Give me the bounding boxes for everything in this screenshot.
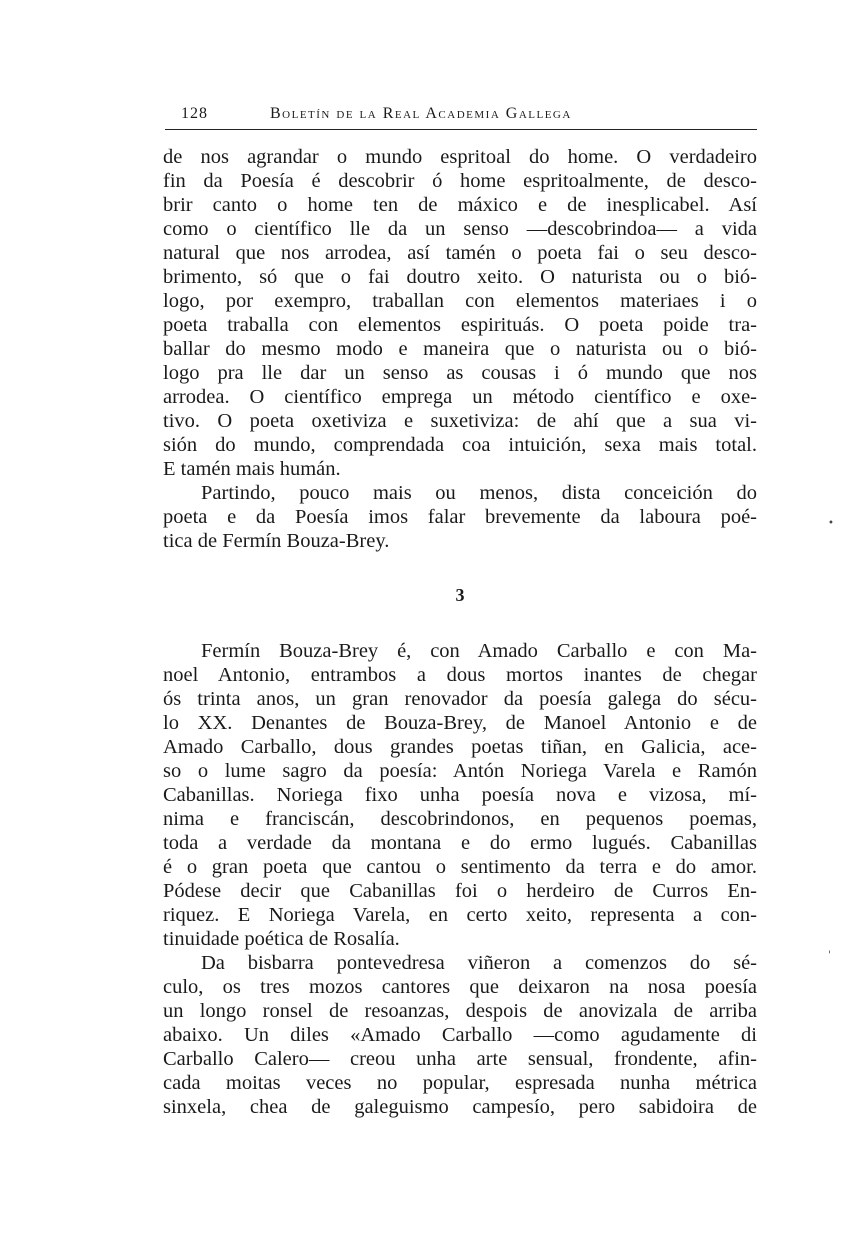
text-line: brimento, só que o fai doutro xeito. O naturista ou o bió- — [163, 266, 757, 288]
text-line: tivo. O poeta oxetiviza e suxetiviza: de ahí que a sua vi- — [163, 410, 757, 432]
paragraph-3 — [163, 639, 757, 951]
paragraph-1 — [163, 145, 757, 481]
text-line: culo, os tres mozos cantores que deixaron na nosa poesía — [163, 976, 757, 998]
text-line: Da bisbarra pontevedresa viñeron a comenzos do sé- — [201, 952, 757, 974]
text-line: Amado Carballo, dous grandes poetas tiñan, en Galicia, ace- — [163, 736, 757, 758]
text-line: ballar do mesmo modo e maneira que o naturista ou o bió- — [163, 338, 757, 360]
text-line: brir canto o home ten de máxico e de inesplicabel. Así — [163, 194, 757, 216]
text-line: cada moitas veces no popular, espresada nunha métrica — [163, 1072, 757, 1094]
journal-title: Boletín de la Real Academia Gallega — [270, 105, 572, 122]
section-number: 3 — [455, 585, 465, 605]
text-line: poeta e da Poesía imos falar brevemente da laboura poé- — [163, 506, 757, 528]
text-line: riquez. E Noriega Varela, en certo xeito, representa a con- — [163, 904, 757, 926]
text-line: so o lume sagro da poesía: Antón Noriega Varela e Ramón — [163, 760, 757, 782]
text-line: sinxela, chea de galeguismo campesío, pero sabidoira de — [163, 1096, 757, 1118]
margin-dot: ' — [828, 950, 831, 961]
text-line: E tamén mais humán. — [163, 458, 341, 480]
text-line: natural que nos arrodea, así tamén o poeta fai o seu desco- — [163, 242, 757, 264]
text-line: é o gran poeta que cantou o sentimento da terra e do amor. — [163, 856, 757, 878]
text-line: Carballo Calero— creou unha arte sensual, frondente, afin- — [163, 1048, 757, 1070]
text-line: ós trinta anos, un gran renovador da poesía galega do sécu- — [163, 688, 757, 710]
text-line: Fermín Bouza-Brey é, con Amado Carballo e con Ma- — [201, 640, 757, 662]
text-line: abaixo. Un diles «Amado Carballo —como agudamente di — [163, 1024, 757, 1046]
text-line: arrodea. O científico emprega un método científico e oxe- — [163, 386, 757, 408]
paragraph-4 — [163, 951, 757, 1119]
text-line: tica de Fermín Bouza-Brey. — [163, 530, 390, 552]
paragraph-2 — [163, 481, 757, 553]
text-line: Pódese decir que Cabanillas foi o herdeiro de Curros En- — [163, 880, 757, 902]
text-line: tinuidade poética de Rosalía. — [163, 928, 400, 950]
text-line: poeta traballa con elementos espirituás. O poeta poide tra- — [163, 314, 757, 336]
page-number: 128 — [181, 105, 208, 122]
text-line: lo XX. Denantes de Bouza-Brey, de Manoel Antonio e de — [163, 712, 757, 734]
margin-dot: • — [828, 518, 834, 529]
text-line: logo pra lle dar un senso as cousas i ó mundo que nos — [163, 362, 757, 384]
text-line: noel Antonio, entrambos a dous mortos inantes de chegar — [163, 664, 757, 686]
text-line: Partindo, pouco mais ou menos, dista conceición do — [201, 482, 757, 504]
text-line: un longo ronsel de resoanzas, despois de anovizala de arriba — [163, 1000, 757, 1022]
text-line: fin da Poesía é descobrir ó home espritoalmente, de desco- — [163, 170, 757, 192]
text-line: Cabanillas. Noriega fixo unha poesía nova e vizosa, mí- — [163, 784, 757, 806]
text-line: logo, por exempro, traballan con elementos materiaes i o — [163, 290, 757, 312]
body-text — [163, 145, 757, 1119]
text-line: de nos agrandar o mundo espritoal do home. O verdadeiro — [163, 146, 757, 168]
text-line: como o científico lle da un senso —descobrindoa— a vida — [163, 218, 757, 240]
text-line: nima e franciscán, descobrindonos, en pequenos poemas, — [163, 808, 757, 830]
text-line: sión do mundo, comprendada coa intuición, sexa mais total. — [163, 434, 757, 456]
running-head — [165, 103, 757, 130]
text-line: toda a verdade da montana e do ermo lugués. Cabanillas — [163, 832, 757, 854]
